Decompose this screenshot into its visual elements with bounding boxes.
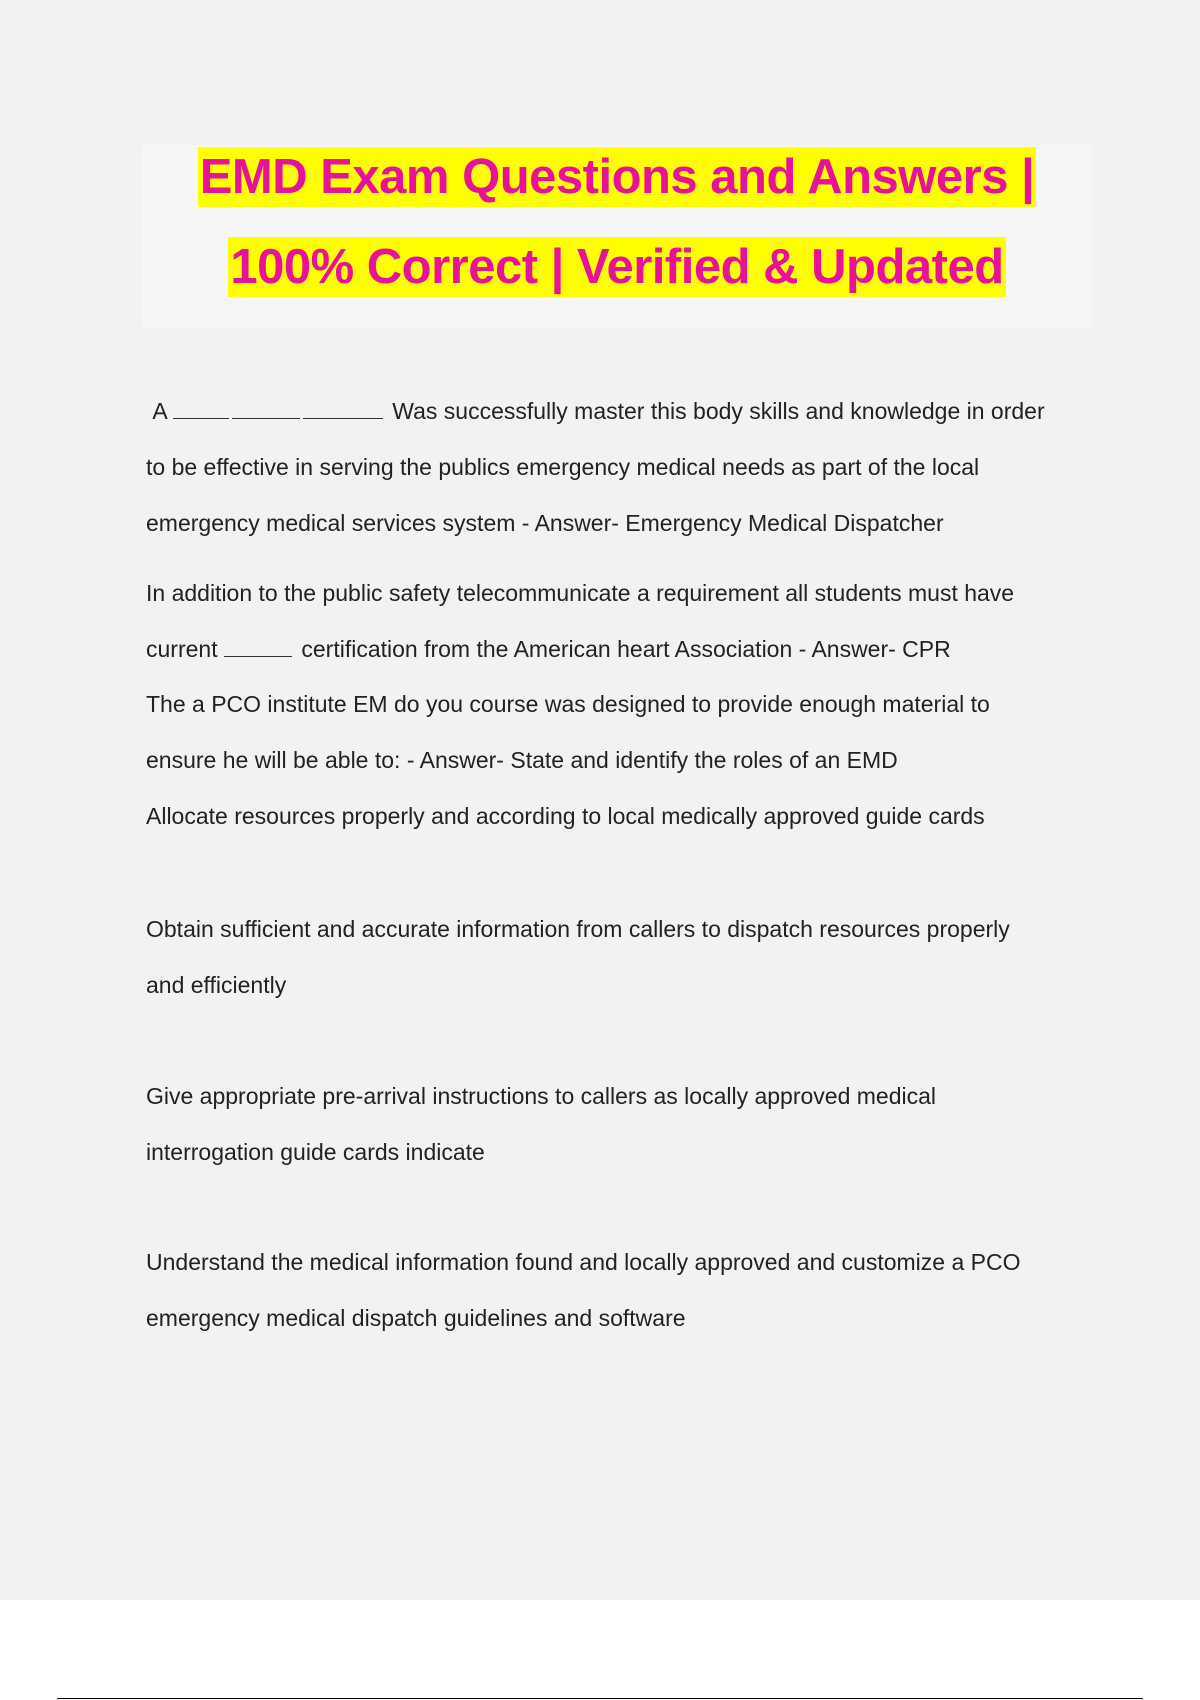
fill-in-blank [232, 400, 300, 419]
question-3-item-3 [146, 1068, 1106, 1180]
question-2-line-2 [146, 621, 1106, 677]
question-3-line-1: The a PCO institute EM do you course was designed to provide enough material to [146, 691, 990, 717]
question-1-line-1 [146, 383, 1106, 439]
question-2 [146, 565, 1106, 677]
footer-divider [57, 1698, 1143, 1699]
question-3-line-5: and efficiently [146, 972, 287, 998]
question-1-line-3: emergency medical services system - Answer- Emergency Medical Dispatcher [146, 510, 944, 536]
question-1-line-2: to be effective in serving the publics emergency medical needs as part of the local [146, 454, 980, 480]
question-1-text: Was successfully master this body skills and knowledge in order [392, 398, 1045, 424]
document-title-line-2: 100% Correct | Verified & Updated [228, 237, 1005, 297]
question-3-line-6: Give appropriate pre-arrival instructions to callers as locally approved medical [146, 1083, 937, 1109]
question-2-line-1: In addition to the public safety telecommunicate a requirement all students must have [146, 580, 1015, 606]
question-1 [146, 383, 1106, 551]
question-3-line-4: Obtain sufficient and accurate information from callers to dispatch resources properly [146, 916, 1010, 942]
question-3-item-2 [146, 901, 1106, 1013]
fill-in-blank [303, 400, 383, 419]
question-3-line-3: Allocate resources properly and according to local medically approved guide cards [146, 803, 985, 829]
document-title-line-1: EMD Exam Questions and Answers | [198, 147, 1037, 207]
question-3-line-9: emergency medical dispatch guidelines and software [146, 1305, 686, 1331]
question-3-line-7: interrogation guide cards indicate [146, 1139, 485, 1165]
fill-in-blank [224, 638, 292, 657]
question-3-item-4 [146, 1234, 1106, 1346]
question-2-prefix: current [146, 636, 218, 662]
question-1-prefix: A [152, 398, 167, 424]
fill-in-blank [173, 400, 229, 419]
title-block [142, 145, 1092, 327]
question-3 [146, 676, 1106, 844]
question-2-text: certification from the American heart Association - Answer- CPR [301, 636, 951, 662]
question-3-line-8: Understand the medical information found and locally approved and customize a PCO [146, 1249, 1021, 1275]
question-3-line-2: ensure he will be able to: - Answer- State and identify the roles of an EMD [146, 747, 898, 773]
